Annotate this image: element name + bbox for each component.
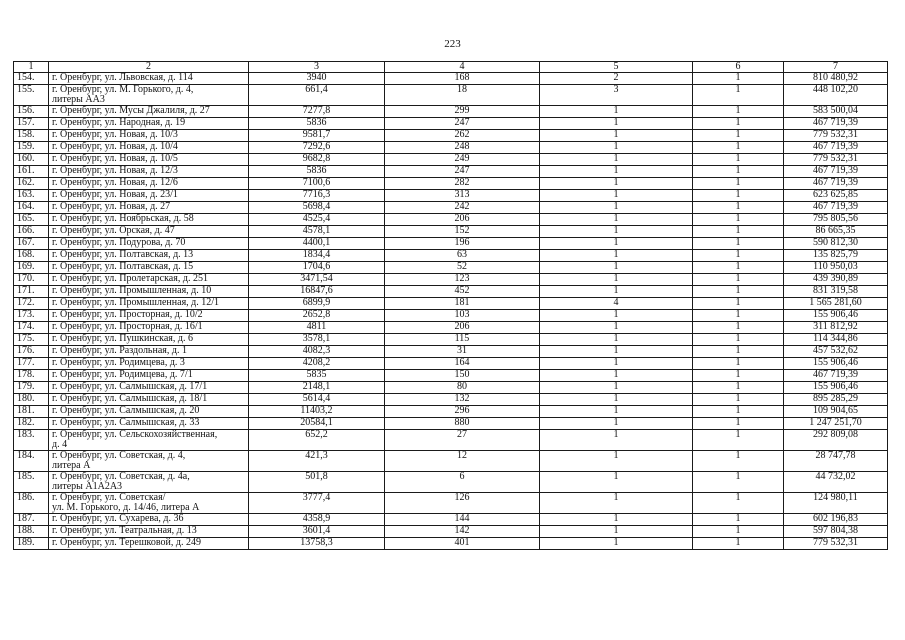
table-row bbox=[14, 286, 888, 298]
cell-count: 63 bbox=[385, 250, 540, 262]
cell-value-5: 1 bbox=[540, 418, 693, 430]
cell-count: 299 bbox=[385, 106, 540, 118]
cell-area: 5614,4 bbox=[249, 394, 385, 406]
cell-value-5: 1 bbox=[540, 346, 693, 358]
cell-address: г. Оренбург, ул. Пушкинская, д. 6 bbox=[49, 334, 249, 346]
cell-value-6: 1 bbox=[693, 73, 784, 85]
cell-address: г. Оренбург, ул. Новая, д. 12/6 bbox=[49, 178, 249, 190]
cell-value-6: 1 bbox=[693, 250, 784, 262]
cell-value-5: 1 bbox=[540, 526, 693, 538]
cell-value-6: 1 bbox=[693, 238, 784, 250]
cell-address: г. Оренбург, ул. Ноябрьская, д. 58 bbox=[49, 214, 249, 226]
cell-area: 2652,8 bbox=[249, 310, 385, 322]
cell-row-number: 182. bbox=[14, 418, 49, 430]
cell-address: г. Оренбург, ул. Промышленная, д. 10 bbox=[49, 286, 249, 298]
cell-amount: 583 500,04 bbox=[784, 106, 888, 118]
cell-area: 7100,6 bbox=[249, 178, 385, 190]
cell-value-5: 1 bbox=[540, 430, 693, 451]
cell-value-6: 1 bbox=[693, 418, 784, 430]
cell-amount: 467 719,39 bbox=[784, 202, 888, 214]
cell-count: 144 bbox=[385, 514, 540, 526]
cell-count: 126 bbox=[385, 493, 540, 514]
table-row bbox=[14, 130, 888, 142]
cell-amount: 779 532,31 bbox=[784, 154, 888, 166]
cell-count: 242 bbox=[385, 202, 540, 214]
cell-address: г. Оренбург, ул. Новая, д. 10/3 bbox=[49, 130, 249, 142]
cell-value-5: 1 bbox=[540, 142, 693, 154]
cell-row-number: 179. bbox=[14, 382, 49, 394]
cell-row-number: 161. bbox=[14, 166, 49, 178]
cell-count: 452 bbox=[385, 286, 540, 298]
table-row bbox=[14, 346, 888, 358]
table-row bbox=[14, 142, 888, 154]
cell-amount: 795 805,56 bbox=[784, 214, 888, 226]
table-row bbox=[14, 418, 888, 430]
table-row bbox=[14, 73, 888, 85]
cell-row-number: 156. bbox=[14, 106, 49, 118]
cell-address: г. Оренбург, ул. Сухарева, д. 36 bbox=[49, 514, 249, 526]
cell-value-5: 1 bbox=[540, 250, 693, 262]
table-row bbox=[14, 526, 888, 538]
cell-count: 880 bbox=[385, 418, 540, 430]
cell-value-6: 1 bbox=[693, 298, 784, 310]
column-header: 7 bbox=[784, 62, 888, 73]
cell-address: г. Оренбург, ул. Советская, д. 4а, литеры А1А2А3 bbox=[49, 472, 249, 493]
table-row bbox=[14, 250, 888, 262]
cell-value-6: 1 bbox=[693, 202, 784, 214]
cell-row-number: 160. bbox=[14, 154, 49, 166]
cell-value-6: 1 bbox=[693, 85, 784, 106]
cell-count: 401 bbox=[385, 538, 540, 550]
table-row bbox=[14, 190, 888, 202]
cell-count: 249 bbox=[385, 154, 540, 166]
cell-row-number: 168. bbox=[14, 250, 49, 262]
table-row bbox=[14, 370, 888, 382]
cell-area: 7292,6 bbox=[249, 142, 385, 154]
cell-value-5: 1 bbox=[540, 286, 693, 298]
cell-area: 3777,4 bbox=[249, 493, 385, 514]
cell-area: 652,2 bbox=[249, 430, 385, 451]
table-row bbox=[14, 154, 888, 166]
cell-row-number: 186. bbox=[14, 493, 49, 514]
cell-address: г. Оренбург, ул. Орская, д. 47 bbox=[49, 226, 249, 238]
table-row bbox=[14, 226, 888, 238]
table-row bbox=[14, 106, 888, 118]
cell-amount: 439 390,89 bbox=[784, 274, 888, 286]
cell-row-number: 162. bbox=[14, 178, 49, 190]
cell-area: 6899,9 bbox=[249, 298, 385, 310]
cell-value-5: 1 bbox=[540, 451, 693, 472]
cell-value-5: 1 bbox=[540, 322, 693, 334]
cell-amount: 467 719,39 bbox=[784, 370, 888, 382]
cell-address: г. Оренбург, ул. Новая, д. 27 bbox=[49, 202, 249, 214]
column-header: 3 bbox=[249, 62, 385, 73]
cell-value-6: 1 bbox=[693, 451, 784, 472]
cell-amount: 779 532,31 bbox=[784, 538, 888, 550]
cell-address: г. Оренбург, ул. Полтавская, д. 15 bbox=[49, 262, 249, 274]
cell-amount: 448 102,20 bbox=[784, 85, 888, 106]
cell-value-6: 1 bbox=[693, 106, 784, 118]
cell-count: 248 bbox=[385, 142, 540, 154]
table-body bbox=[14, 73, 888, 550]
cell-value-5: 1 bbox=[540, 406, 693, 418]
cell-count: 6 bbox=[385, 472, 540, 493]
cell-count: 142 bbox=[385, 526, 540, 538]
cell-area: 9581,7 bbox=[249, 130, 385, 142]
cell-value-6: 1 bbox=[693, 166, 784, 178]
cell-address: г. Оренбург, ул. Родимцева, д. 7/1 bbox=[49, 370, 249, 382]
table-row bbox=[14, 298, 888, 310]
table-row bbox=[14, 118, 888, 130]
cell-address: г. Оренбург, ул. Сельскохозяйственная, д. 4 bbox=[49, 430, 249, 451]
cell-amount: 311 812,92 bbox=[784, 322, 888, 334]
cell-area: 3601,4 bbox=[249, 526, 385, 538]
page-number: 223 bbox=[444, 38, 461, 50]
cell-value-6: 1 bbox=[693, 493, 784, 514]
cell-value-6: 1 bbox=[693, 538, 784, 550]
cell-value-5: 1 bbox=[540, 118, 693, 130]
cell-row-number: 165. bbox=[14, 214, 49, 226]
table-row bbox=[14, 538, 888, 550]
table-row bbox=[14, 394, 888, 406]
cell-address: г. Оренбург, ул. Новая, д. 23/1 bbox=[49, 190, 249, 202]
cell-area: 7716,3 bbox=[249, 190, 385, 202]
cell-row-number: 176. bbox=[14, 346, 49, 358]
cell-value-5: 1 bbox=[540, 238, 693, 250]
cell-row-number: 169. bbox=[14, 262, 49, 274]
cell-area: 4811 bbox=[249, 322, 385, 334]
cell-value-5: 1 bbox=[540, 370, 693, 382]
cell-value-6: 1 bbox=[693, 262, 784, 274]
cell-row-number: 180. bbox=[14, 394, 49, 406]
cell-count: 132 bbox=[385, 394, 540, 406]
cell-value-5: 1 bbox=[540, 262, 693, 274]
cell-value-5: 1 bbox=[540, 106, 693, 118]
cell-area: 4525,4 bbox=[249, 214, 385, 226]
cell-area: 4358,9 bbox=[249, 514, 385, 526]
cell-row-number: 189. bbox=[14, 538, 49, 550]
cell-row-number: 159. bbox=[14, 142, 49, 154]
cell-count: 103 bbox=[385, 310, 540, 322]
table-header-row bbox=[14, 62, 888, 73]
cell-address: г. Оренбург, ул. Советская/ ул. М. Горького, д. 14/46, литера А bbox=[49, 493, 249, 514]
cell-address: г. Оренбург, ул. Львовская, д. 114 bbox=[49, 73, 249, 85]
cell-address: г. Оренбург, ул. Салмышская, д. 33 bbox=[49, 418, 249, 430]
cell-amount: 597 804,38 bbox=[784, 526, 888, 538]
cell-address: г. Оренбург, ул. Салмышская, д. 18/1 bbox=[49, 394, 249, 406]
cell-address: г. Оренбург, ул. Полтавская, д. 13 bbox=[49, 250, 249, 262]
cell-value-5: 1 bbox=[540, 493, 693, 514]
cell-row-number: 175. bbox=[14, 334, 49, 346]
cell-row-number: 185. bbox=[14, 472, 49, 493]
cell-count: 181 bbox=[385, 298, 540, 310]
cell-value-5: 2 bbox=[540, 73, 693, 85]
cell-row-number: 158. bbox=[14, 130, 49, 142]
cell-count: 80 bbox=[385, 382, 540, 394]
cell-amount: 124 980,11 bbox=[784, 493, 888, 514]
cell-address: г. Оренбург, ул. Терешковой, д. 249 bbox=[49, 538, 249, 550]
cell-value-5: 1 bbox=[540, 274, 693, 286]
table-row bbox=[14, 406, 888, 418]
cell-area: 4208,2 bbox=[249, 358, 385, 370]
table-row bbox=[14, 334, 888, 346]
table-row bbox=[14, 430, 888, 451]
cell-value-6: 1 bbox=[693, 394, 784, 406]
cell-count: 262 bbox=[385, 130, 540, 142]
cell-value-6: 1 bbox=[693, 286, 784, 298]
cell-row-number: 183. bbox=[14, 430, 49, 451]
cell-area: 421,3 bbox=[249, 451, 385, 472]
cell-amount: 155 906,46 bbox=[784, 382, 888, 394]
cell-area: 4578,1 bbox=[249, 226, 385, 238]
table-row bbox=[14, 514, 888, 526]
cell-address: г. Оренбург, ул. Новая, д. 10/5 bbox=[49, 154, 249, 166]
cell-value-5: 1 bbox=[540, 202, 693, 214]
cell-area: 4082,3 bbox=[249, 346, 385, 358]
table-row bbox=[14, 178, 888, 190]
cell-value-6: 1 bbox=[693, 118, 784, 130]
cell-value-5: 4 bbox=[540, 298, 693, 310]
cell-row-number: 170. bbox=[14, 274, 49, 286]
cell-count: 123 bbox=[385, 274, 540, 286]
cell-value-5: 1 bbox=[540, 310, 693, 322]
cell-area: 5835 bbox=[249, 370, 385, 382]
cell-address: г. Оренбург, ул. Мусы Джалиля, д. 27 bbox=[49, 106, 249, 118]
cell-value-6: 1 bbox=[693, 526, 784, 538]
cell-value-5: 1 bbox=[540, 358, 693, 370]
cell-amount: 590 812,30 bbox=[784, 238, 888, 250]
cell-value-6: 1 bbox=[693, 178, 784, 190]
cell-amount: 810 480,92 bbox=[784, 73, 888, 85]
cell-row-number: 177. bbox=[14, 358, 49, 370]
cell-area: 1704,6 bbox=[249, 262, 385, 274]
cell-area: 3471,54 bbox=[249, 274, 385, 286]
cell-count: 12 bbox=[385, 451, 540, 472]
column-header: 6 bbox=[693, 62, 784, 73]
cell-count: 27 bbox=[385, 430, 540, 451]
cell-count: 206 bbox=[385, 322, 540, 334]
cell-area: 501,8 bbox=[249, 472, 385, 493]
cell-area: 1834,4 bbox=[249, 250, 385, 262]
cell-address: г. Оренбург, ул. Родимцева, д. 3 bbox=[49, 358, 249, 370]
table-row bbox=[14, 382, 888, 394]
cell-row-number: 187. bbox=[14, 514, 49, 526]
cell-count: 247 bbox=[385, 118, 540, 130]
cell-row-number: 155. bbox=[14, 85, 49, 106]
cell-value-6: 1 bbox=[693, 190, 784, 202]
cell-area: 3940 bbox=[249, 73, 385, 85]
cell-amount: 779 532,31 bbox=[784, 130, 888, 142]
cell-row-number: 178. bbox=[14, 370, 49, 382]
table-row bbox=[14, 166, 888, 178]
table-row bbox=[14, 85, 888, 106]
cell-value-6: 1 bbox=[693, 226, 784, 238]
cell-amount: 292 809,08 bbox=[784, 430, 888, 451]
cell-row-number: 173. bbox=[14, 310, 49, 322]
cell-address: г. Оренбург, ул. Новая, д. 12/3 bbox=[49, 166, 249, 178]
cell-amount: 467 719,39 bbox=[784, 166, 888, 178]
cell-row-number: 157. bbox=[14, 118, 49, 130]
cell-address: г. Оренбург, ул. Промышленная, д. 12/1 bbox=[49, 298, 249, 310]
table-row bbox=[14, 238, 888, 250]
cell-count: 313 bbox=[385, 190, 540, 202]
cell-row-number: 167. bbox=[14, 238, 49, 250]
cell-count: 196 bbox=[385, 238, 540, 250]
cell-value-6: 1 bbox=[693, 310, 784, 322]
cell-amount: 467 719,39 bbox=[784, 118, 888, 130]
column-header: 4 bbox=[385, 62, 540, 73]
data-table bbox=[13, 61, 888, 550]
cell-amount: 1 247 251,70 bbox=[784, 418, 888, 430]
cell-value-6: 1 bbox=[693, 406, 784, 418]
cell-row-number: 154. bbox=[14, 73, 49, 85]
cell-address: г. Оренбург, ул. Театральная, д. 13 bbox=[49, 526, 249, 538]
cell-count: 150 bbox=[385, 370, 540, 382]
cell-address: г. Оренбург, ул. Пролетарская, д. 251 bbox=[49, 274, 249, 286]
cell-amount: 110 950,03 bbox=[784, 262, 888, 274]
cell-area: 2148,1 bbox=[249, 382, 385, 394]
cell-value-5: 1 bbox=[540, 334, 693, 346]
table-row bbox=[14, 322, 888, 334]
cell-value-5: 1 bbox=[540, 538, 693, 550]
cell-count: 31 bbox=[385, 346, 540, 358]
cell-amount: 602 196,83 bbox=[784, 514, 888, 526]
cell-area: 4400,1 bbox=[249, 238, 385, 250]
cell-count: 52 bbox=[385, 262, 540, 274]
cell-amount: 895 285,29 bbox=[784, 394, 888, 406]
cell-value-5: 3 bbox=[540, 85, 693, 106]
cell-count: 282 bbox=[385, 178, 540, 190]
cell-address: г. Оренбург, ул. Подурова, д. 70 bbox=[49, 238, 249, 250]
cell-area: 661,4 bbox=[249, 85, 385, 106]
cell-amount: 467 719,39 bbox=[784, 178, 888, 190]
cell-area: 3578,1 bbox=[249, 334, 385, 346]
cell-area: 11403,2 bbox=[249, 406, 385, 418]
cell-address: г. Оренбург, ул. М. Горького, д. 4, литеры АА3 bbox=[49, 85, 249, 106]
cell-area: 7277,8 bbox=[249, 106, 385, 118]
cell-value-5: 1 bbox=[540, 472, 693, 493]
cell-value-6: 1 bbox=[693, 514, 784, 526]
cell-area: 5836 bbox=[249, 166, 385, 178]
cell-value-6: 1 bbox=[693, 382, 784, 394]
cell-row-number: 184. bbox=[14, 451, 49, 472]
cell-count: 247 bbox=[385, 166, 540, 178]
cell-row-number: 188. bbox=[14, 526, 49, 538]
cell-value-5: 1 bbox=[540, 214, 693, 226]
cell-value-6: 1 bbox=[693, 214, 784, 226]
cell-address: г. Оренбург, ул. Новая, д. 10/4 bbox=[49, 142, 249, 154]
column-header: 5 bbox=[540, 62, 693, 73]
cell-address: г. Оренбург, ул. Салмышская, д. 20 bbox=[49, 406, 249, 418]
cell-address: г. Оренбург, ул. Раздольная, д. 1 bbox=[49, 346, 249, 358]
cell-address: г. Оренбург, ул. Народная, д. 19 bbox=[49, 118, 249, 130]
cell-value-5: 1 bbox=[540, 382, 693, 394]
table-row bbox=[14, 451, 888, 472]
cell-value-5: 1 bbox=[540, 514, 693, 526]
cell-area: 9682,8 bbox=[249, 154, 385, 166]
column-header: 2 bbox=[49, 62, 249, 73]
cell-count: 206 bbox=[385, 214, 540, 226]
cell-amount: 457 532,62 bbox=[784, 346, 888, 358]
cell-area: 13758,3 bbox=[249, 538, 385, 550]
table-row bbox=[14, 262, 888, 274]
cell-value-5: 1 bbox=[540, 178, 693, 190]
cell-area: 20584,1 bbox=[249, 418, 385, 430]
cell-value-5: 1 bbox=[540, 166, 693, 178]
cell-value-6: 1 bbox=[693, 274, 784, 286]
cell-amount: 155 906,46 bbox=[784, 310, 888, 322]
cell-row-number: 181. bbox=[14, 406, 49, 418]
cell-amount: 155 906,46 bbox=[784, 358, 888, 370]
cell-value-5: 1 bbox=[540, 226, 693, 238]
cell-amount: 467 719,39 bbox=[784, 142, 888, 154]
cell-value-6: 1 bbox=[693, 322, 784, 334]
cell-amount: 623 625,85 bbox=[784, 190, 888, 202]
cell-value-6: 1 bbox=[693, 334, 784, 346]
cell-address: г. Оренбург, ул. Просторная, д. 10/2 bbox=[49, 310, 249, 322]
cell-row-number: 166. bbox=[14, 226, 49, 238]
table-row bbox=[14, 310, 888, 322]
cell-amount: 28 747,78 bbox=[784, 451, 888, 472]
cell-value-5: 1 bbox=[540, 154, 693, 166]
cell-count: 18 bbox=[385, 85, 540, 106]
cell-value-5: 1 bbox=[540, 130, 693, 142]
cell-value-6: 1 bbox=[693, 130, 784, 142]
cell-count: 115 bbox=[385, 334, 540, 346]
cell-row-number: 164. bbox=[14, 202, 49, 214]
cell-area: 16847,6 bbox=[249, 286, 385, 298]
cell-address: г. Оренбург, ул. Просторная, д. 16/1 bbox=[49, 322, 249, 334]
cell-amount: 86 665,35 bbox=[784, 226, 888, 238]
cell-value-6: 1 bbox=[693, 154, 784, 166]
cell-row-number: 174. bbox=[14, 322, 49, 334]
table-row bbox=[14, 493, 888, 514]
cell-value-6: 1 bbox=[693, 370, 784, 382]
table-row bbox=[14, 472, 888, 493]
cell-amount: 1 565 281,60 bbox=[784, 298, 888, 310]
cell-amount: 109 904,65 bbox=[784, 406, 888, 418]
cell-area: 5698,4 bbox=[249, 202, 385, 214]
cell-count: 168 bbox=[385, 73, 540, 85]
cell-count: 164 bbox=[385, 358, 540, 370]
cell-count: 296 bbox=[385, 406, 540, 418]
cell-amount: 44 732,02 bbox=[784, 472, 888, 493]
table-row bbox=[14, 358, 888, 370]
cell-address: г. Оренбург, ул. Салмышская, д. 17/1 bbox=[49, 382, 249, 394]
cell-amount: 135 825,79 bbox=[784, 250, 888, 262]
cell-count: 152 bbox=[385, 226, 540, 238]
cell-value-6: 1 bbox=[693, 142, 784, 154]
cell-row-number: 171. bbox=[14, 286, 49, 298]
cell-value-6: 1 bbox=[693, 472, 784, 493]
cell-value-5: 1 bbox=[540, 190, 693, 202]
cell-value-6: 1 bbox=[693, 346, 784, 358]
table-row bbox=[14, 214, 888, 226]
table-row bbox=[14, 202, 888, 214]
cell-amount: 114 344,86 bbox=[784, 334, 888, 346]
cell-value-6: 1 bbox=[693, 358, 784, 370]
cell-value-5: 1 bbox=[540, 394, 693, 406]
column-header: 1 bbox=[14, 62, 49, 73]
cell-value-6: 1 bbox=[693, 430, 784, 451]
cell-address: г. Оренбург, ул. Советская, д. 4, литера А bbox=[49, 451, 249, 472]
cell-amount: 831 319,58 bbox=[784, 286, 888, 298]
table-row bbox=[14, 274, 888, 286]
cell-row-number: 172. bbox=[14, 298, 49, 310]
cell-row-number: 163. bbox=[14, 190, 49, 202]
cell-area: 5836 bbox=[249, 118, 385, 130]
